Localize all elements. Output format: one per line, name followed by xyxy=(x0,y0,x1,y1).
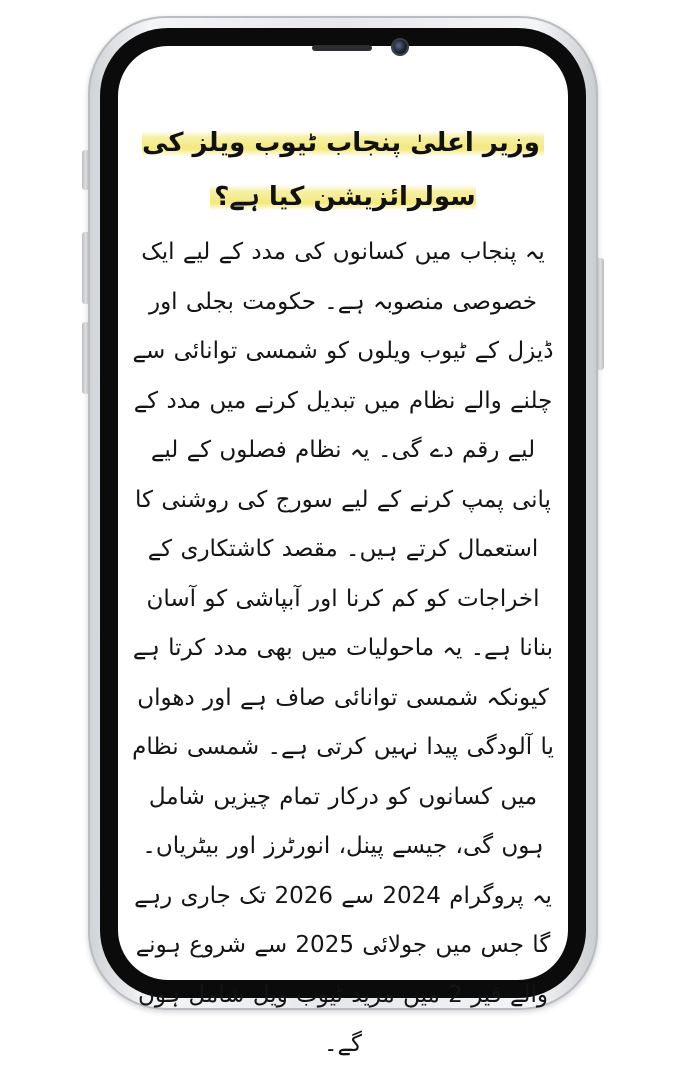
article xyxy=(118,46,568,1057)
article-title xyxy=(132,116,554,224)
phone-bezel xyxy=(100,28,586,1057)
front-camera-icon xyxy=(393,40,407,54)
article-body: یہ پنجاب میں کسانوں کی مدد کے لیے ایک خصوصی منصوبہ ہے۔ حکومت بجلی اور ڈیزل کے ٹیوب ویلوں کو شمسی توانائی سے چلنے والے نظام میں تبدیل کرنے میں مدد کے لیے رقم دے گی۔ یہ نظام فصلوں کے لیے پانی پمپ کرنے کے لیے سورج کی روشنی کا استعمال کرتے ہیں۔ مقصد کاشتکاری کے اخراجات کو کم کرنا اور آبپاشی کو آسان بنانا ہے۔ یہ ماحولیات میں بھی مدد کرتا ہے کیونکہ شمسی توانائی صاف ہے اور دھواں یا آلودگی پیدا نہیں کرتی ہے۔ شمسی نظام میں کسانوں کو درکار تمام چیزیں شامل ہوں گی، جیسے پینل، انورٹرز اور بیٹریاں۔ یہ پروگرام 2024 سے 2026 تک جاری رہے گا جس میں جولائی 2025 سے شروع ہونے والے فیز 2 میں مزید ٹیوب ویل شامل ہوں گے۔ xyxy=(132,239,554,1057)
article-title-text: وزیر اعلیٰ پنجاب ٹیوب ویلز کی سولرائزیشن کیا ہے؟ xyxy=(142,128,544,212)
phone-screen xyxy=(118,46,568,1057)
speaker-grille xyxy=(312,45,372,51)
phone-frame xyxy=(88,16,598,1057)
